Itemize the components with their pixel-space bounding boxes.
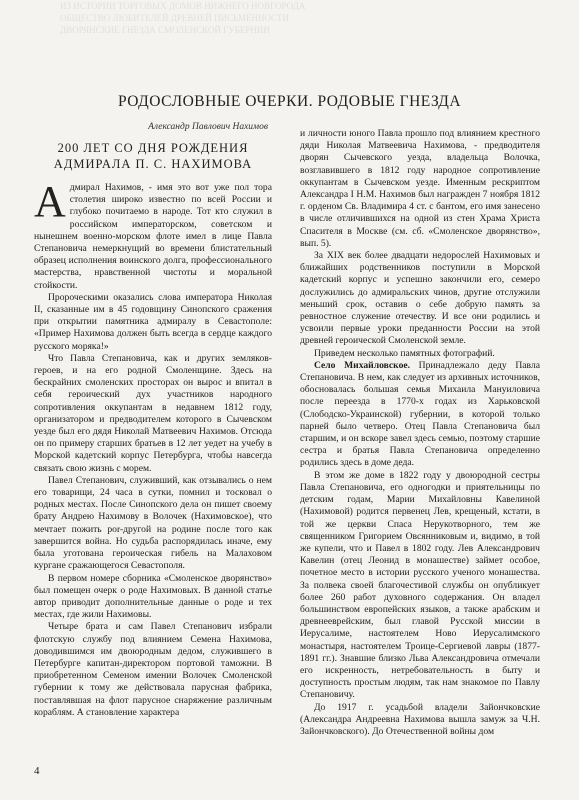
paragraph: Что Павла Степановича, как и других земляков-героев, и на его родной Смоленщине. Здесь на бескрайних смоленских просторах он вырос и впитал в себя героический дух участников народного сопротивления оккупантам в недавнем 1812 году, организатором и предводителем которого в Сычевском уезде был его дядя Николай Матвеевич Нахимов. Отсюда он по примеру старших братьев в 12 лет уедет на учебу в Морской кадетский корпус Петербурга, чтобы навсегда связать свою жизнь с морем. <box>34 352 272 474</box>
paragraph: Четыре брата и сам Павел Степанович избрали флотскую службу под влиянием Семена Нахимова, доводившимся им двоюродным дедом, служившего в Петербурге капитан-директором портовой таможни. В приобретенном Семеном имении Волочек Смоленской губернии к тому же действовала парусная фабрика, поставлявшая на флот парусное снаряжение различным кораблям. А становление характера <box>34 621 272 718</box>
paragraph: Пророческими оказались слова императора Николая II, сказанные им в 45 годовщину Синопского сражения при открытии памятника адмиралу в Севастополе: «Пример Нахимова должен быть всегда в сердце каждого русского моряка!» <box>34 291 272 352</box>
left-column <box>34 122 272 719</box>
paragraph <box>34 177 272 292</box>
page-number: 4 <box>34 765 40 777</box>
bleed-line: ИЗ ИСТОРИИ ТОРГОВЫХ ДОМОВ НИЖНЕГО НОВГОРОДА <box>60 1 306 11</box>
paragraph: В первом номере сборника «Смоленское дворянство» был помещен очерк о роде Нахимовых. В данной статье автор приводит дополнительные данные о роде и тех местах, где жили Нахимовы. <box>34 572 272 621</box>
paragraph-text: Принадлежало деду Павла Степановича. В нем, как следует из архивных источников, обосновалась большая семья Михаила Мануиловича после переезда в 1770-х годах из Харьковской (Слободско-Украинской) губернии, в которой только парней было четверо. Отец Павла Степановича был старшим, и он вскоре завел здесь семью, поэтому старшие сестра и братья Павла Степановича определенно родились здесь в доме деда. <box>300 359 540 469</box>
title-line-1: 200 ЛЕТ СО ДНЯ РОЖДЕНИЯ <box>57 141 249 155</box>
paragraph <box>300 360 540 470</box>
section-header: РОДОСЛОВНЫЕ ОЧЕРКИ. РОДОВЫЕ ГНЕЗДА <box>117 93 462 110</box>
bleed-through-text <box>60 0 530 75</box>
paragraph-text: дмирал Нахимов, - имя это вот уже пол тора столетия широко известно по всей России и глубоко почитаемо в народе. Тот кто служил в российском императорском, советском и нынешнем военно-морском флоте имел в лице Павла Степановича немеркнущий во времени блистательный образец исполнения воинского долга, профессионального мастерства, нравственной чистоты и моральной стойкости. <box>34 182 272 291</box>
paragraph: В этом же доме в 1822 году у двоюродной сестры Павла Степановича, его одногодки и приятельницы по детским годам, Марии Михайловны Кавелиной (Нахимовой) родится первенец Лев, крещеный, кстати, в той же церкви Спаса Нерукотворного, тем же священником Григорием Овсянниковым и, видимо, в той же купели, что и Павел в 1802 году. Лев Александрович Кавелин (отец Леонид в монашестве) займет особое, почетное место в истории русского ученого монашества. За полвека своей благочестивой службы он опубликует более 260 работ духовного содержания. Он владел большинством европейских языков, а также арабским и древнееврейским, был главой Русской миссии в Иерусалиме, настоятелем Ново Иерусалимского монастыря, настоятелем Троице-Сергиевой лавры (1877-1891 гг.). Знавшие близко Льва Александровича отмечали его искренность, нетребовательность в быту и доступность простым людям, так нам знакомое по Павлу Степановичу. <box>300 469 540 701</box>
title-line-2: АДМИРАЛА П. С. НАХИМОВА <box>53 157 253 171</box>
article-title <box>34 140 272 172</box>
drop-cap: А <box>34 177 66 226</box>
paragraph: Павел Степанович, служивший, как отзывались о нем его товарищи, 24 часа в сутки, помнил и тосковал о родных местах. После Синопского дела он пишет своему брату Андрею Нахимову в Волочек (Нахимовское), что мечтает пожить por-другой на родине после того как завершится война. Но судьба распорядилась иначе, ему была уготована героическая гибель на Малаховом кургане сражающегося Севастополя. <box>34 474 272 572</box>
bleed-line: ДВОРЯНСКИЕ ГНЕЗДА СМОЛЕНСКОЙ ГУБЕРНИИ <box>60 25 270 35</box>
paragraph: За XIX век более двадцати недорослей Нахимовых и ближайших родственников поступили в Морской кадетский корпус и успешно закончили его, семеро дослужились до адмиральских чинов, другие отслужили меньший срок, оставив о себе добрую память за ревностное служение отечеству. И все они родились и усвоили первые уроки преданности России на этой древней героической Смоленской земле. <box>300 250 540 347</box>
right-column <box>300 128 540 738</box>
article-author: Александр Павлович Нахимов <box>148 122 268 132</box>
paragraph: Приведем несколько памятных фотографий. <box>314 347 495 359</box>
paragraph: До 1917 г. усадьбой владели Зайончковские (Александра Андреевна Нахимова вышла замуж за Ч.Н. Зайончковского). До Отечественной войны дом <box>300 701 540 737</box>
bleed-line: ОБЩЕСТВО ЛЮБИТЕЛЕЙ ДРЕВНЕЙ ПИСЬМЕННОСТИ <box>60 13 290 23</box>
section-lead: Село Михайловское. <box>314 359 411 371</box>
paragraph: и личности юного Павла прошло под влиянием крестного дяди Николая Матвеевича Нахимова, - предводителя дворян Сычевского уезда, владельца Волочка, возглавившего в 1812 году народное сопротивление оккупантам в Сычевском уезде. Именным рескриптом Александра I Н.М. Нахимов был награжден 7 ноября 1812 г. орденом Св. Владимира 4 ст. с бантом, его имя занесено в числе отличившихся на одной из стен Храма Христа Спасителя в Москве (см. сб. «Смоленское дворянство», вып. 5). <box>300 128 540 249</box>
